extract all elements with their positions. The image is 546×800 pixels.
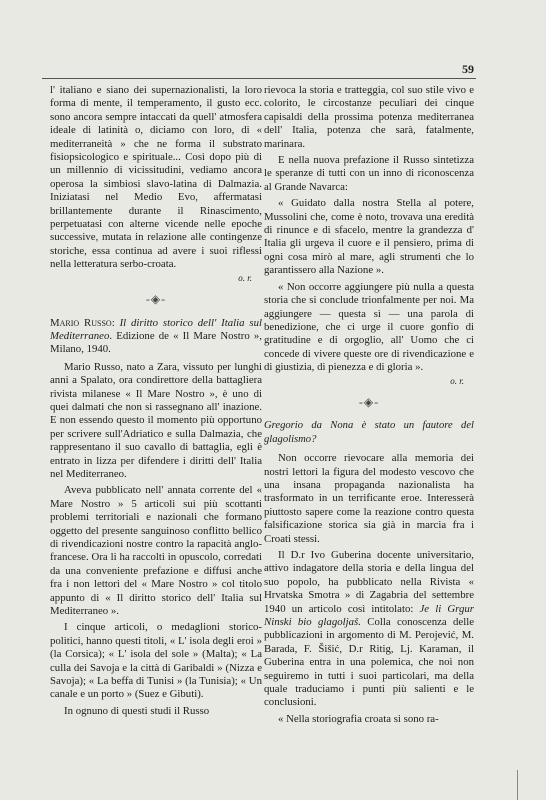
book-publication: . Edizione de « Il Mare Nostro », Milano, 1940.	[50, 329, 262, 356]
left-column	[50, 84, 262, 718]
right-paragraph-5: Non occorre rievocare alla memoria dei nostri lettori la figura del modesto vescovo che una insana propaganda nazionalista ha trasformato in un terrificante eroe. Interesserà piuttosto sapere come la reazione contro questa falsificazione storica sia già in marcia fra i Croati stessi.	[264, 452, 474, 545]
paragraph-text: Il D.r Ivo Guberina docente universitario, attivo indagatore della storia e della lingua del suo popolo, ha pubblicato nella Rivista « Hrvatska Smotra » di Zagabria del settembre 1940 un articolo così intitolato:	[264, 549, 474, 615]
book-title: Il diritto storico dell' Italia sul Mediterraneo	[50, 316, 262, 342]
left-paragraph-3: Aveva pubblicato nell' annata corrente del « Mare Nostro » 5 articoli sui più scottanti problemi territoriali e nazionali che formano oggetto del presente sanguinoso conflitto bellico di rivendicazioni nostre contro la rapacità anglo-francese. Ora li ha raccolti in opuscolo, corredati da una conveniente prefazione e diffusi anche fra i non lettori del « Mare Nostro » col titolo appunto di « Il diritto storico dell' Italia sul Mediterraneo ».	[50, 484, 262, 618]
left-paragraph-4: I cinque articoli, o medaglioni storico-politici, hanno questi titoli, « L' isola degli eroi » (la Corsica); « L' isola del sole » (Malta); « La culla dei Savoja e la città di Garibaldi » (Nizza e Savoja); « La beffa di Tunisi » (la Tunisia); « Un canale e un porto » (Suez e Gibuti).	[50, 621, 262, 701]
right-paragraph-1: rievoca la storia e tratteggia, col suo stile vivo e colorito, le circostanze peculiari dei cinque capisaldi della prossima potenza mediterranea dell' Italia, potenza che sarà, fatalmente, marinara.	[264, 84, 474, 150]
signature-or: o. r.	[238, 272, 252, 283]
left-paragraph-5: In ognuno di questi studi il Russo	[64, 704, 210, 717]
left-paragraph-2: Mario Russo, nato a Zara, vissuto per lunghi anni a Spalato, ora condirettore della battagliera rivista milanese « Il Mare Nostro », è uno di quei dalmati che non si rassegnano all' inazione. E non essendo questo il momento più opportuno per scrivere sull'Adriatico e sulla Dalmazia, che rappresentano il suo cavallo di battaglia, egli è entrato in lizza per difendere i diritti dell' Italia nel Mediterraneo.	[50, 360, 262, 480]
section-heading: Gregorio da Nona è stato un fautore del glagolismo?	[264, 420, 474, 445]
book-author: Mario Russo	[50, 316, 112, 329]
ornament-divider: -◈-	[358, 394, 380, 409]
page-edge-mark	[507, 770, 518, 800]
right-paragraph-7: « Nella storiografia croata si sono ra-	[278, 712, 439, 725]
left-paragraph-1: l' italiano e siano dei supernazionalisti, la loro forma di mente, il temperamento, il gusto ecc. sono ancora sempre intaccati da quell' atmosfera ideale di latinità o, diciamo con loro, di « mediterraneità » che ne forma il substrato fisiopsicologico e spirituale... Così dopo più di un millennio di vicissitudini, vediamo ancora operosa la simbiosi slavo-latina di Dalmazia. Iniziatasi nel Medio Evo, affermatasi brillantemente durante il Rinascimento, perpetuatasi con alterne vicende nelle epoche successive, mutata in relazione alle contingenze storiche, essa continua ad avere i suoi riflessi nella letteratura serbo-croata.	[50, 84, 262, 271]
right-paragraph-6	[264, 549, 474, 710]
paragraph-text: Colla conoscenza delle pubblicazioni in argomento di M. Perojević, M. Barada, F. Šišić, D.r Ritig, Lj. Karaman, il Guberina entra in una polemica, che noi non seguiremo in tutti i suoi particolari, ma della quale traduciamo i punti più salienti e le conclusioni.	[264, 616, 474, 709]
right-paragraph-3: « Guidato dalla nostra Stella al potere, Mussolini che, come è noto, trovava una eredità di rinunce e di sfacelo, mentre la grandezza d' Italia gli urgeva il cuore e il pensiero, prima di ogni cosa mirò al mare, agli strumenti che lo garantissero alla Nazione ».	[264, 197, 474, 277]
article-title: Je li Grgur Ninski bio glagoljaš.	[264, 602, 474, 629]
header-rule	[42, 78, 476, 79]
ornament-divider: -◈-	[145, 292, 167, 307]
signature-or: o. r.	[450, 375, 464, 386]
right-paragraph-4: « Non occorre aggiungere più nulla a questa storia che si conclude trionfalmente per noi. Ma aggiungere — questa sì — una parola di benedizione, che ci urge il cuore gonfio di gratitudine e di orgoglio, all' Uomo che ci concede di vivere queste ore di rivendicazione e di giustizia, di pienezza e di gloria ».	[264, 280, 474, 374]
right-column	[264, 84, 474, 726]
book-review-heading: Mario Russo: Il diritto storico dell' Italia sul Mediterraneo. Edizione de « Il Mare Nostro », Milano, 1940.	[50, 316, 262, 356]
right-paragraph-2: E nella nuova prefazione il Russo sintetizza le speranze di tutti con un inno di riconoscenza al Grande Navarca:	[264, 154, 474, 193]
page-number: 59	[462, 62, 474, 76]
